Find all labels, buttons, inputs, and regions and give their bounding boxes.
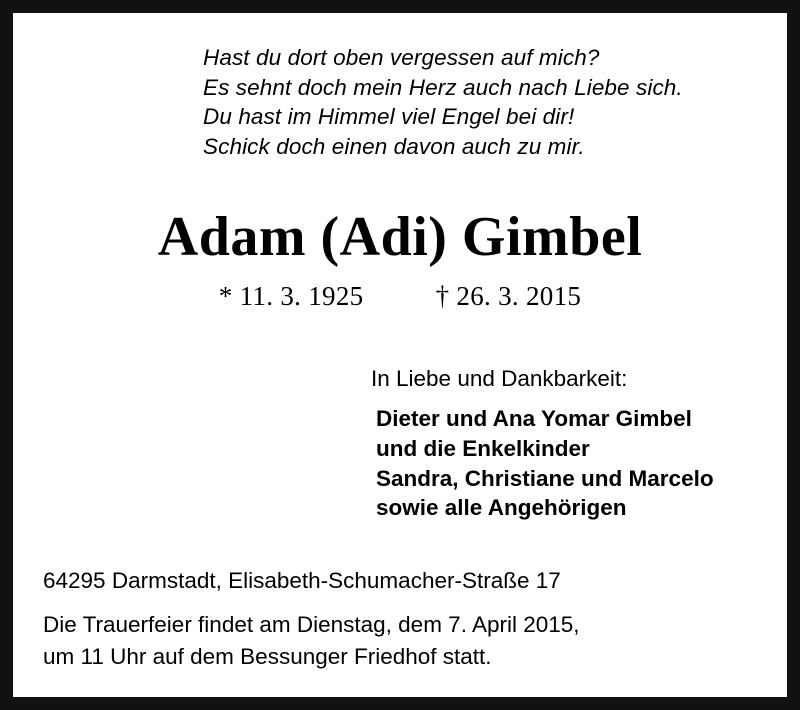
death-date: † 26. 3. 2015 [435, 280, 582, 311]
verse-line-2: Es sehnt doch mein Herz auch nach Liebe sich. [203, 74, 683, 100]
verse-block [203, 43, 757, 162]
family-line-3: Sandra, Christiane und Marcelo [376, 465, 714, 491]
deceased-name: Adam (Adi) Gimbel [157, 205, 643, 268]
address-line: 64295 Darmstadt, Elisabeth-Schumacher-Straße 17 [43, 568, 561, 594]
family-list [376, 404, 757, 524]
family-line-1: Dieter und Ana Yomar Gimbel [376, 405, 692, 431]
ceremony-line-2: um 11 Uhr auf dem Bessunger Friedhof statt. [43, 644, 492, 670]
verse-line-4: Schick doch einen davon auch zu mir. [203, 134, 585, 160]
dedication-lead: In Liebe und Dankbarkeit: [371, 365, 628, 391]
verse-line-3: Du hast im Himmel viel Engel bei dir! [203, 104, 575, 130]
birth-date: * 11. 3. 1925 [218, 280, 364, 311]
ceremony-info [43, 609, 757, 673]
verse-line-1: Hast du dort oben vergessen auf mich? [203, 45, 600, 70]
dedication-block [371, 364, 757, 524]
ceremony-line-1: Die Trauerfeier findet am Dienstag, dem 7. April 2015, [43, 612, 580, 638]
family-line-4: sowie alle Angehörigen [376, 495, 627, 521]
footer-block [43, 565, 757, 673]
family-line-2: und die Enkelkinder [376, 435, 590, 461]
life-dates [43, 281, 757, 312]
obituary-content [13, 13, 787, 697]
